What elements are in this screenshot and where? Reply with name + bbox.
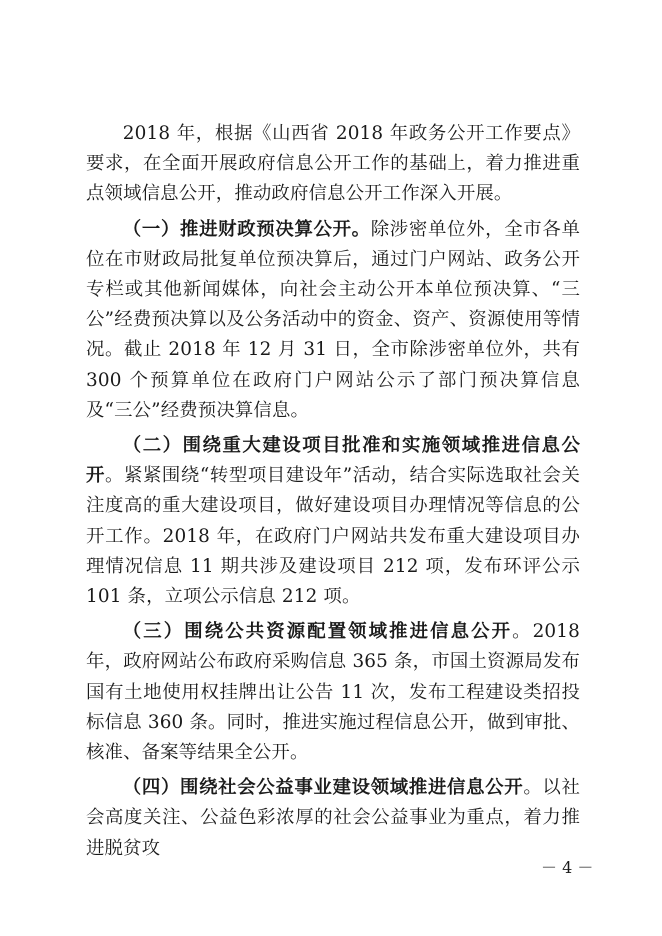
paragraph-text: 。2018 年，政府网站公布政府采购信息 365 条，市国土资源局发布国有土地使用权挂牌出让公告 11 次，发布工程建设类招投标信息 360 条。同时，推进实施过程信息公开，做到审批、核准、备案等结果全公开。 (86, 621, 580, 764)
section-heading: （一）推进财政预决算公开。 (122, 218, 371, 240)
paragraph-section-3 (86, 617, 580, 768)
section-heading: （三）围绕公共资源配置领域推进信息公开 (122, 621, 513, 643)
section-heading: （二）围绕重大建设项目批准和实施领域推进信息公开 (86, 435, 580, 487)
paragraph-text: 除涉密单位外，全市各单位在市财政局批复单位预决算后，通过门户网站、政务公开专栏或其他新闻媒体，向社会主动公开本单位预决算、“三公”经费预决算以及公务活动中的资金、资产、资源使用等情况。截止 2018 年 12 月 31 日，全市除涉密单位外，共有 300 个预算单位在政府门户网站公示了部门预决算信息及“三公”经费预决算信息。 (86, 218, 580, 421)
paragraph-text: 。紧紧围绕“转型项目建设年”活动，结合实际选取社会关注度高的重大建设项目，做好建设项目办理情况等信息的公开工作。2018 年，在政府门户网站共发布重大建设项目办理情况信息 11 期共涉及建设项目 212 项，发布环评公示 101 条，立项公示信息 212 项。 (86, 465, 580, 608)
document-body (86, 119, 580, 864)
paragraph-text: 2018 年，根据《山西省 2018 年政务公开工作要点》要求，在全面开展政府信息公开工作的基础上，着力推进重点领域信息公开，推动政府信息公开工作深入开展。 (86, 123, 580, 205)
section-heading: （四）围绕社会公益事业建设领域推进信息公开 (122, 777, 524, 799)
paragraph-text: 。以社会高度关注、公益色彩浓厚的社会公益事业为重点，着力推进脱贫攻 (86, 777, 580, 859)
paragraph-intro (86, 119, 580, 210)
page-number: － 4 － (541, 858, 594, 877)
paragraph-section-1 (86, 215, 580, 426)
paragraph-section-4 (86, 773, 580, 864)
paragraph-section-2 (86, 431, 580, 612)
